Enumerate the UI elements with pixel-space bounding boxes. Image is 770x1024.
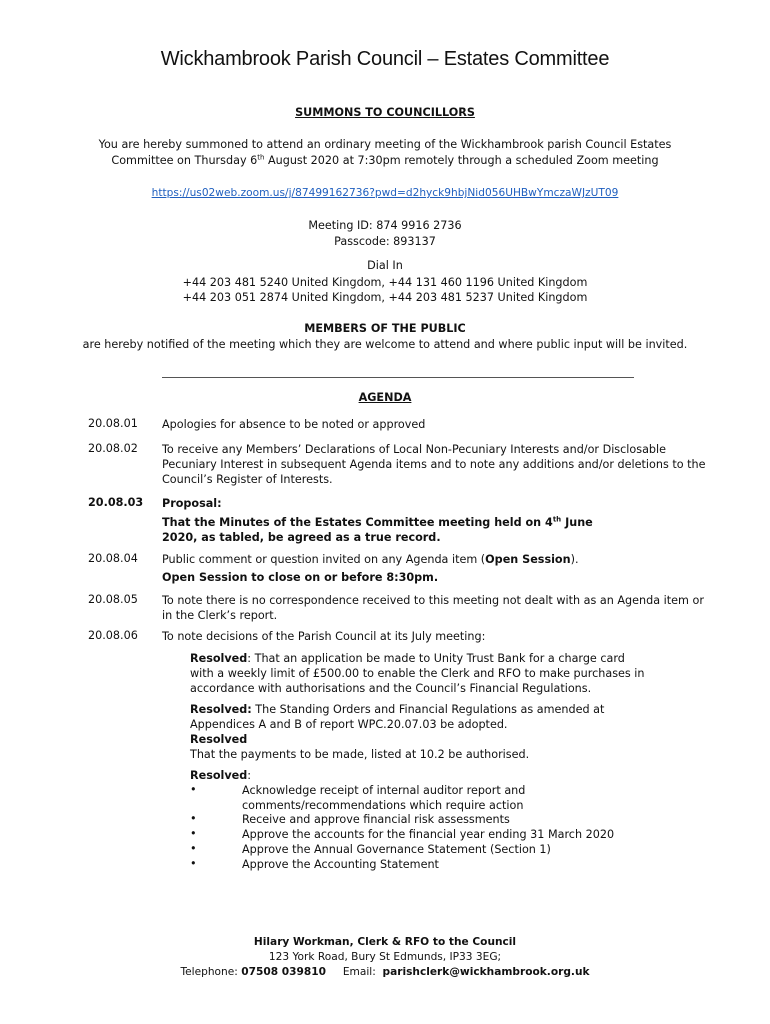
summons-line-1: You are hereby summoned to attend an ordinary meeting of the Wickhambrook parish Council Estates	[98, 138, 672, 151]
resolution-line: accordance with authorisations and the Council’s Financial Regulations.	[190, 682, 592, 695]
email-label: Email:	[325, 966, 383, 978]
summons-line-2-pre: Committee on Thursday 6	[111, 154, 258, 167]
meeting-id: Meeting ID: 874 9916 2736	[308, 219, 462, 232]
summons-line-2-sup: th	[257, 153, 265, 162]
agenda-item-text: To note decisions of the Parish Council at its July meeting:	[162, 630, 486, 643]
summons-heading: SUMMONS TO COUNCILLORS	[295, 106, 475, 119]
resolution-line	[190, 702, 670, 717]
agenda-heading: AGENDA	[358, 391, 412, 404]
resolution-4	[190, 768, 670, 783]
bullet-text: Acknowledge receipt of internal auditor report and	[242, 784, 526, 797]
dial-line-1: +44 203 481 5240 United Kingdom, +44 131 460 1196 United Kingdom	[182, 276, 588, 289]
agenda-item-number: 20.08.06	[88, 629, 138, 642]
bullet-icon: •	[190, 812, 197, 825]
agenda-item-text	[162, 552, 722, 585]
proposal-line-1-sup: th	[552, 515, 562, 524]
agenda-text-pre: Public comment or question invited on any Agenda item (	[162, 553, 486, 566]
proposal-line-1-post: June	[561, 516, 593, 529]
bullet-text: Approve the Accounting Statement	[242, 858, 439, 871]
resolution-text: : That an application be made to Unity Trust Bank for a charge card	[247, 652, 625, 665]
resolved-label: Resolved	[190, 733, 248, 746]
summons-line-2	[0, 154, 770, 167]
footer-clerk: Hilary Workman, Clerk & RFO to the Council	[253, 936, 517, 948]
open-session-close: Open Session to close on or before 8:30pm.	[162, 571, 439, 584]
bullet-icon: •	[190, 827, 197, 840]
bullet-icon: •	[190, 857, 197, 870]
bullet-text: Approve the accounts for the financial year ending 31 March 2020	[242, 828, 615, 841]
proposal-line-2: 2020, as tabled, be agreed as a true record.	[162, 531, 441, 544]
resolved-colon: :	[247, 769, 252, 782]
footer-contact	[0, 965, 770, 980]
resolution-2	[190, 702, 670, 762]
public-heading: MEMBERS OF THE PUBLIC	[304, 322, 466, 335]
agenda-item-number: 20.08.01	[88, 417, 138, 430]
dial-line-2: +44 203 051 2874 United Kingdom, +44 203 481 5237 United Kingdom	[182, 291, 588, 304]
agenda-line: in the Clerk’s report.	[162, 609, 278, 622]
resolution-1	[190, 651, 670, 696]
proposal-text	[162, 515, 722, 545]
proposal-label: Proposal:	[162, 497, 222, 510]
summons-line-2-post: August 2020 at 7:30pm remotely through a scheduled Zoom meeting	[264, 154, 659, 167]
resolution-line: That the payments to be made, listed at 10.2 be authorised.	[190, 748, 530, 761]
public-text: are hereby notified of the meeting which they are welcome to attend and where public input will be invited.	[82, 338, 688, 351]
footer-address: 123 York Road, Bury St Edmunds, IP33 3EG;	[268, 951, 502, 963]
agenda-item-number: 20.08.05	[88, 593, 138, 606]
dial-in-label: Dial In	[367, 259, 403, 272]
agenda-item-text	[162, 593, 722, 623]
agenda-line: Pecuniary Interest in subsequent Agenda items and to note any additions and/or deletions to the	[162, 458, 706, 471]
open-session-label: Open Session	[485, 553, 571, 566]
page-title: Wickhambrook Parish Council – Estates Committee	[160, 48, 610, 70]
passcode: Passcode: 893137	[334, 235, 436, 248]
agenda-line: To receive any Members’ Declarations of Local Non-Pecuniary Interests and/or Disclosable	[162, 443, 667, 456]
divider	[162, 377, 634, 378]
resolution-line	[190, 651, 670, 666]
resolution-line: with a weekly limit of £500.00 to enable the Clerk and RFO to make purchases in	[190, 667, 645, 680]
agenda-line: To note there is no correspondence received to this meeting not dealt with as an Agenda item or	[162, 594, 704, 607]
resolved-label: Resolved	[190, 769, 248, 782]
resolution-text: The Standing Orders and Financial Regulations as amended at	[251, 703, 605, 716]
bullet-text: comments/recommendations which require action	[242, 799, 524, 812]
telephone-label: Telephone:	[180, 966, 242, 978]
agenda-item-number: 20.08.03	[88, 496, 144, 509]
bullet-icon: •	[190, 842, 197, 855]
agenda-item-text: Apologies for absence to be noted or approved	[162, 418, 426, 431]
resolved-label: Resolved	[190, 652, 248, 665]
bullet-text: Receive and approve financial risk assessments	[242, 813, 510, 826]
proposal-line-1	[162, 515, 722, 530]
agenda-item-text	[162, 442, 722, 487]
resolution-line: Appendices A and B of report WPC.20.07.03 be adopted.	[190, 718, 508, 731]
email-address[interactable]: parishclerk@wickhambrook.org.uk	[382, 966, 590, 978]
agenda-line	[162, 552, 722, 567]
bullet-icon: •	[190, 783, 197, 796]
zoom-link[interactable]: https://us02web.zoom.us/j/87499162736?pwd=d2hyck9hbjNid056UHBwYmczaWJzUT09	[151, 187, 619, 199]
resolved-label: Resolved:	[190, 703, 252, 716]
agenda-item-number: 20.08.04	[88, 552, 138, 565]
telephone-number[interactable]: 07508 039810	[241, 966, 326, 978]
agenda-line: Council’s Register of Interests.	[162, 473, 333, 486]
proposal-line-1-pre: That the Minutes of the Estates Committee meeting held on 4	[162, 516, 553, 529]
bullet-text: Approve the Annual Governance Statement (Section 1)	[242, 843, 551, 856]
agenda-item-number: 20.08.02	[88, 442, 138, 455]
agenda-text-post: ).	[570, 553, 579, 566]
